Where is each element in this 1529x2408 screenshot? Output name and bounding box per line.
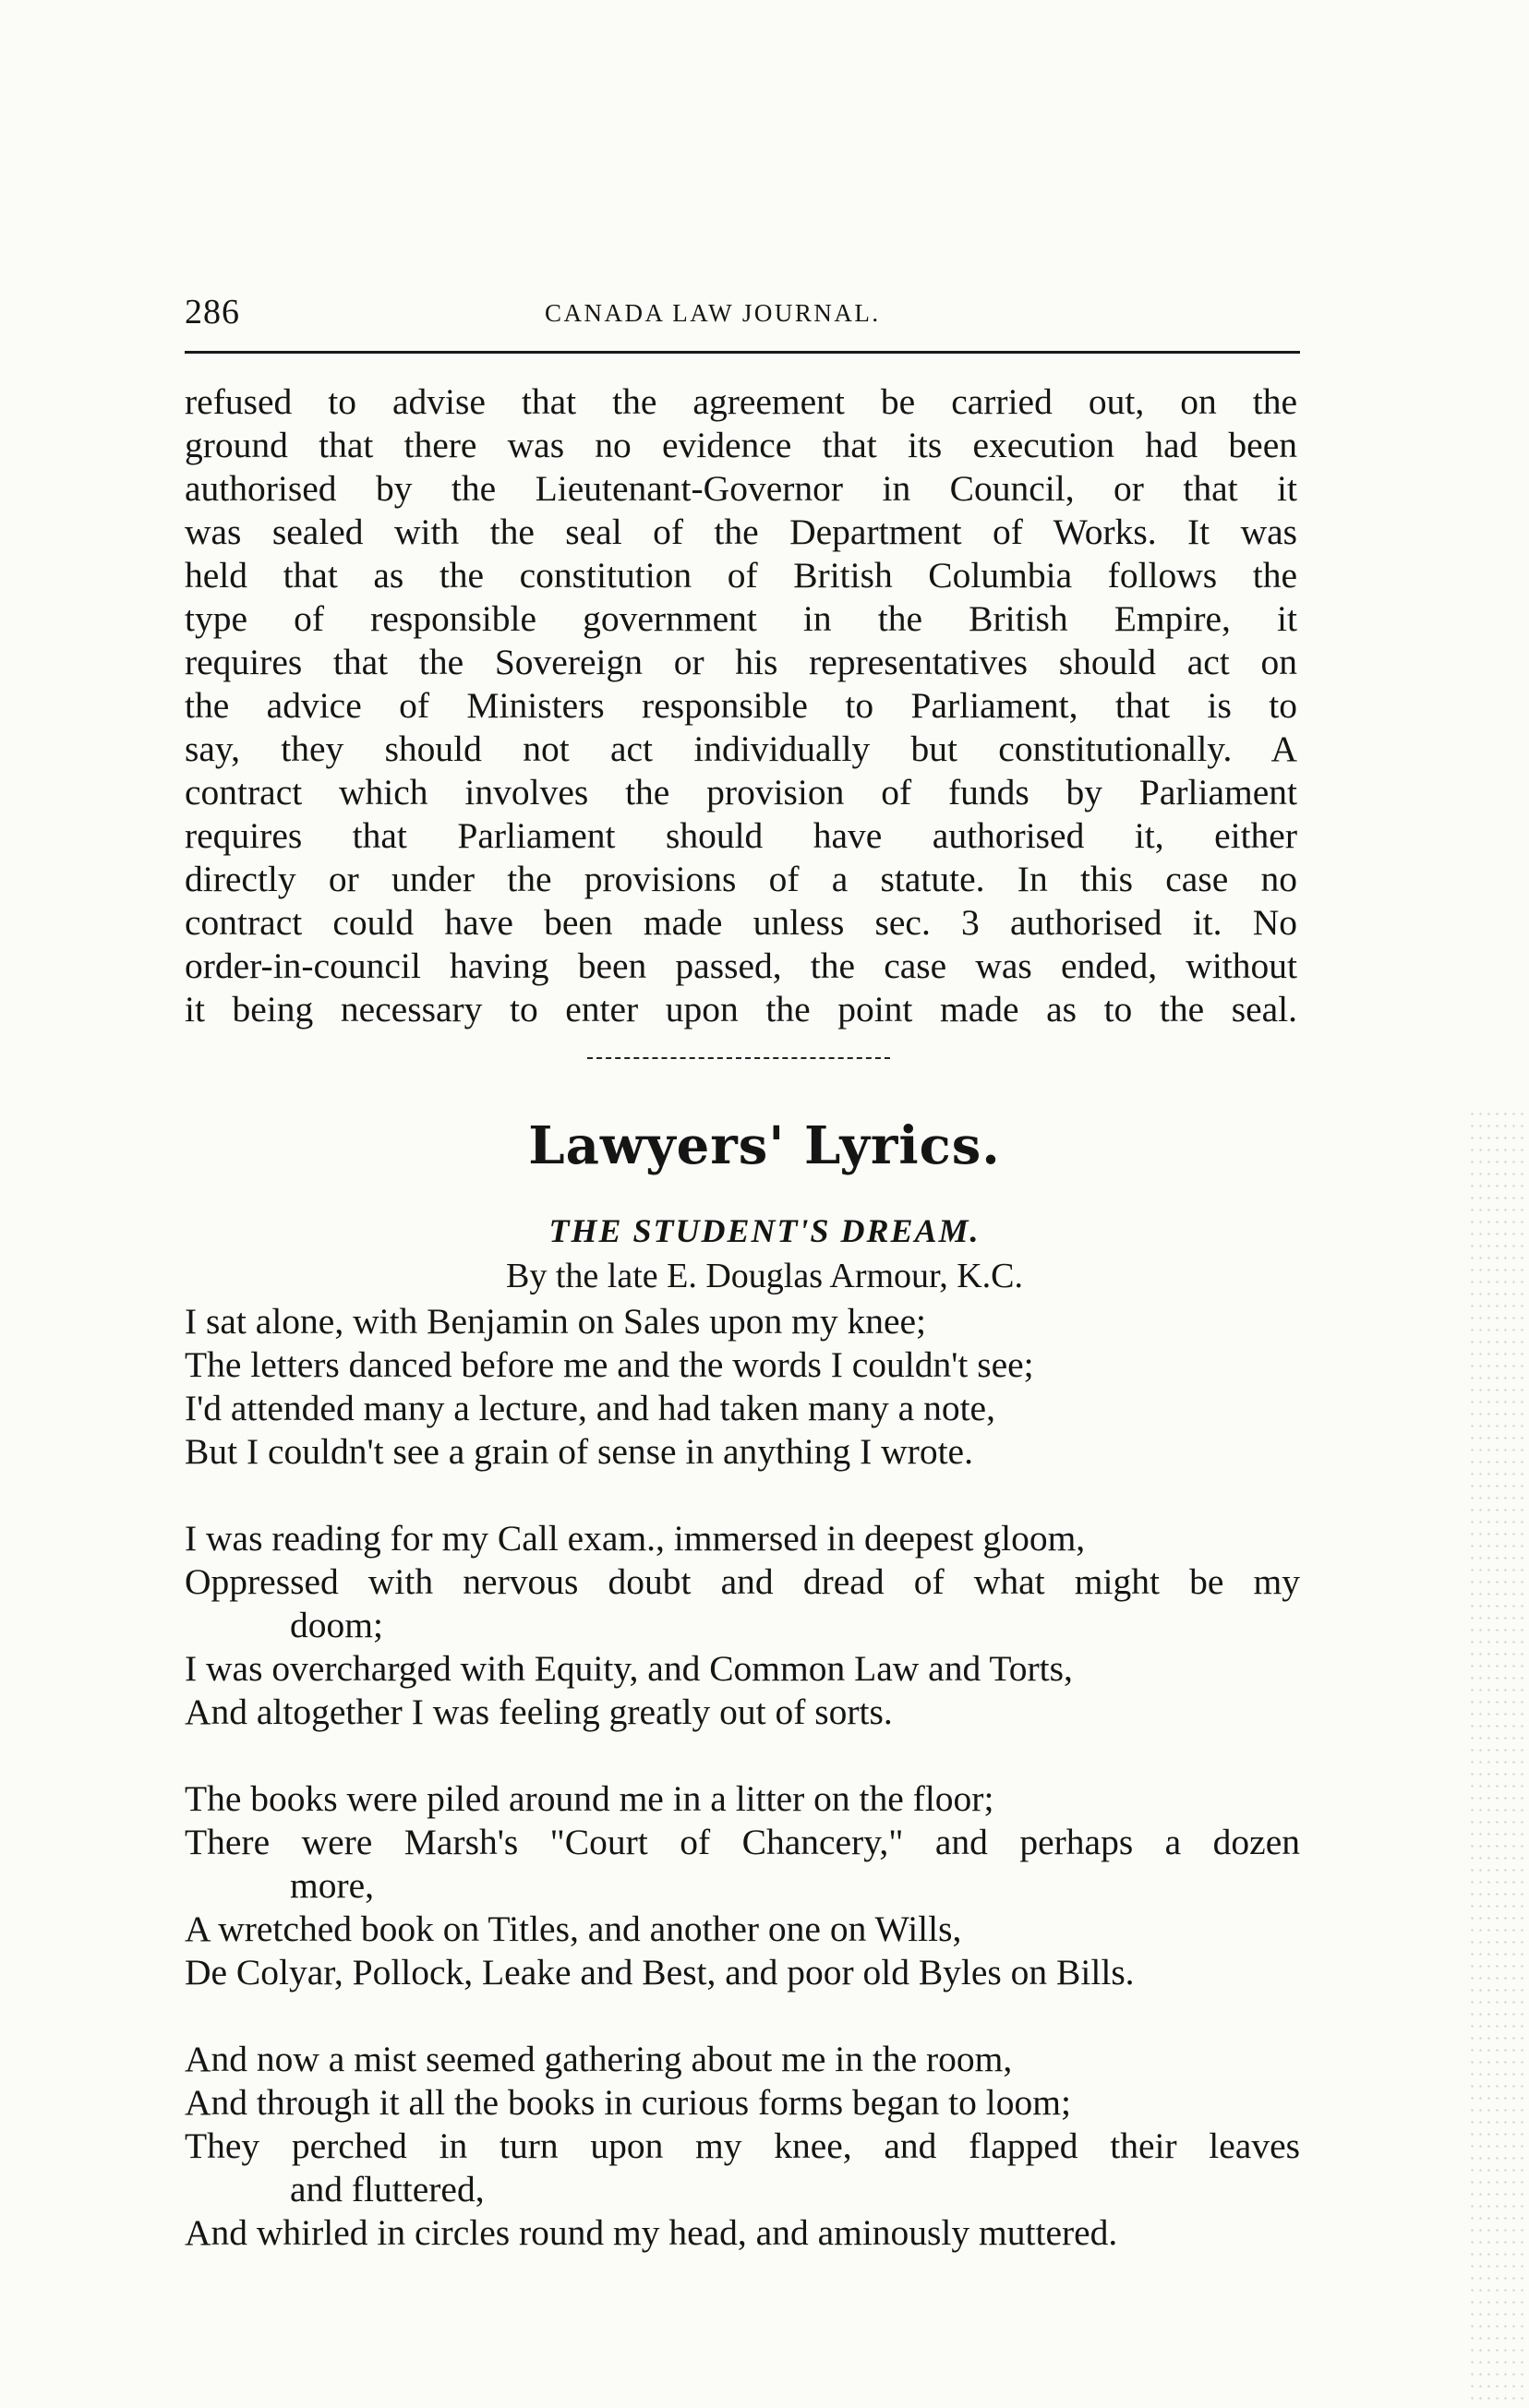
poem-byline: By the late E. Douglas Armour, K.C. bbox=[506, 1257, 1023, 1295]
header-rule bbox=[185, 351, 1300, 354]
stanza bbox=[185, 1517, 1300, 1734]
verse-line: And altogether I was feeling greatly out of sorts. bbox=[185, 1692, 893, 1732]
verse-line: But I couldn't see a grain of sense in anything I wrote. bbox=[185, 1431, 973, 1472]
poem bbox=[185, 1300, 1300, 2298]
verse-line: I sat alone, with Benjamin on Sales upon my knee; bbox=[185, 1301, 927, 1342]
verse-line: And whirled in circles round my head, and aminously muttered. bbox=[185, 2212, 1118, 2253]
paragraph-line: the advice of Ministers responsible to Parliament, that is to bbox=[185, 685, 1297, 726]
paragraph-line: held that as the constitution of British Columbia follows the bbox=[185, 555, 1297, 596]
paragraph-line: authorised by the Lieutenant-Governor in Council, or that it bbox=[185, 468, 1297, 509]
body-paragraph bbox=[185, 380, 1297, 1031]
paragraph-line: contract which involves the provision of funds by Parliament bbox=[185, 772, 1297, 813]
verse-line: I was reading for my Call exam., immersed in deepest gloom, bbox=[185, 1518, 1086, 1559]
verse-line: The letters danced before me and the words I couldn't see; bbox=[185, 1344, 1034, 1385]
paragraph-line: requires that Parliament should have authorised it, either bbox=[185, 815, 1297, 856]
paragraph-line: refused to advise that the agreement be carried out, on the bbox=[185, 381, 1297, 422]
page-number: 286 bbox=[185, 293, 240, 331]
paragraph-line: say, they should not act individually but constitutionally. A bbox=[185, 728, 1297, 769]
poem-title: THE STUDENT'S DREAM. bbox=[548, 1212, 981, 1249]
stanza bbox=[185, 1777, 1300, 1994]
verse-line: more, bbox=[290, 1865, 375, 1906]
page-edge-speckle bbox=[1468, 1108, 1529, 2408]
page-header bbox=[185, 284, 1300, 340]
verse-line: They perched in turn upon my knee, and flapped their leaves bbox=[185, 2125, 1300, 2166]
paragraph-line: type of responsible government in the British Empire, it bbox=[185, 598, 1297, 639]
paragraph-line: order-in-council having been passed, the case was ended, without bbox=[185, 945, 1297, 986]
verse-line: doom; bbox=[290, 1605, 383, 1645]
paragraph-line: was sealed with the seal of the Department of Works. It was bbox=[185, 512, 1297, 552]
section-title: Lawyers' Lyrics. bbox=[528, 1115, 1001, 1176]
verse-line: The books were piled around me in a litter on the floor; bbox=[185, 1778, 994, 1819]
paragraph-line: directly or under the provisions of a statute. In this case no bbox=[185, 859, 1297, 899]
section-divider bbox=[587, 1057, 890, 1059]
paragraph-line: it being necessary to enter upon the point made as to the seal. bbox=[185, 989, 1297, 1029]
verse-line: I was overcharged with Equity, and Common Law and Torts, bbox=[185, 1648, 1073, 1689]
verse-line: I'd attended many a lecture, and had taken many a note, bbox=[185, 1388, 995, 1428]
running-head: CANADA LAW JOURNAL. bbox=[545, 299, 881, 327]
paragraph-line: ground that there was no evidence that its execution had been bbox=[185, 425, 1297, 465]
stanza bbox=[185, 1300, 1300, 1474]
paragraph-line: requires that the Sovereign or his representatives should act on bbox=[185, 642, 1297, 682]
paragraph-line: contract could have been made unless sec. 3 authorised it. No bbox=[185, 902, 1297, 943]
verse-line: And now a mist seemed gathering about me in the room, bbox=[185, 2039, 1013, 2079]
verse-line: Oppressed with nervous doubt and dread of what might be my bbox=[185, 1561, 1300, 1602]
verse-line: A wretched book on Titles, and another one on Wills, bbox=[185, 1908, 962, 1949]
verse-line: There were Marsh's "Court of Chancery," and perhaps a dozen bbox=[185, 1822, 1300, 1862]
verse-line: And through it all the books in curious forms began to loom; bbox=[185, 2082, 1071, 2123]
verse-line: and fluttered, bbox=[290, 2169, 485, 2209]
stanza bbox=[185, 2038, 1300, 2255]
verse-line: De Colyar, Pollock, Leake and Best, and poor old Byles on Bills. bbox=[185, 1952, 1135, 1993]
